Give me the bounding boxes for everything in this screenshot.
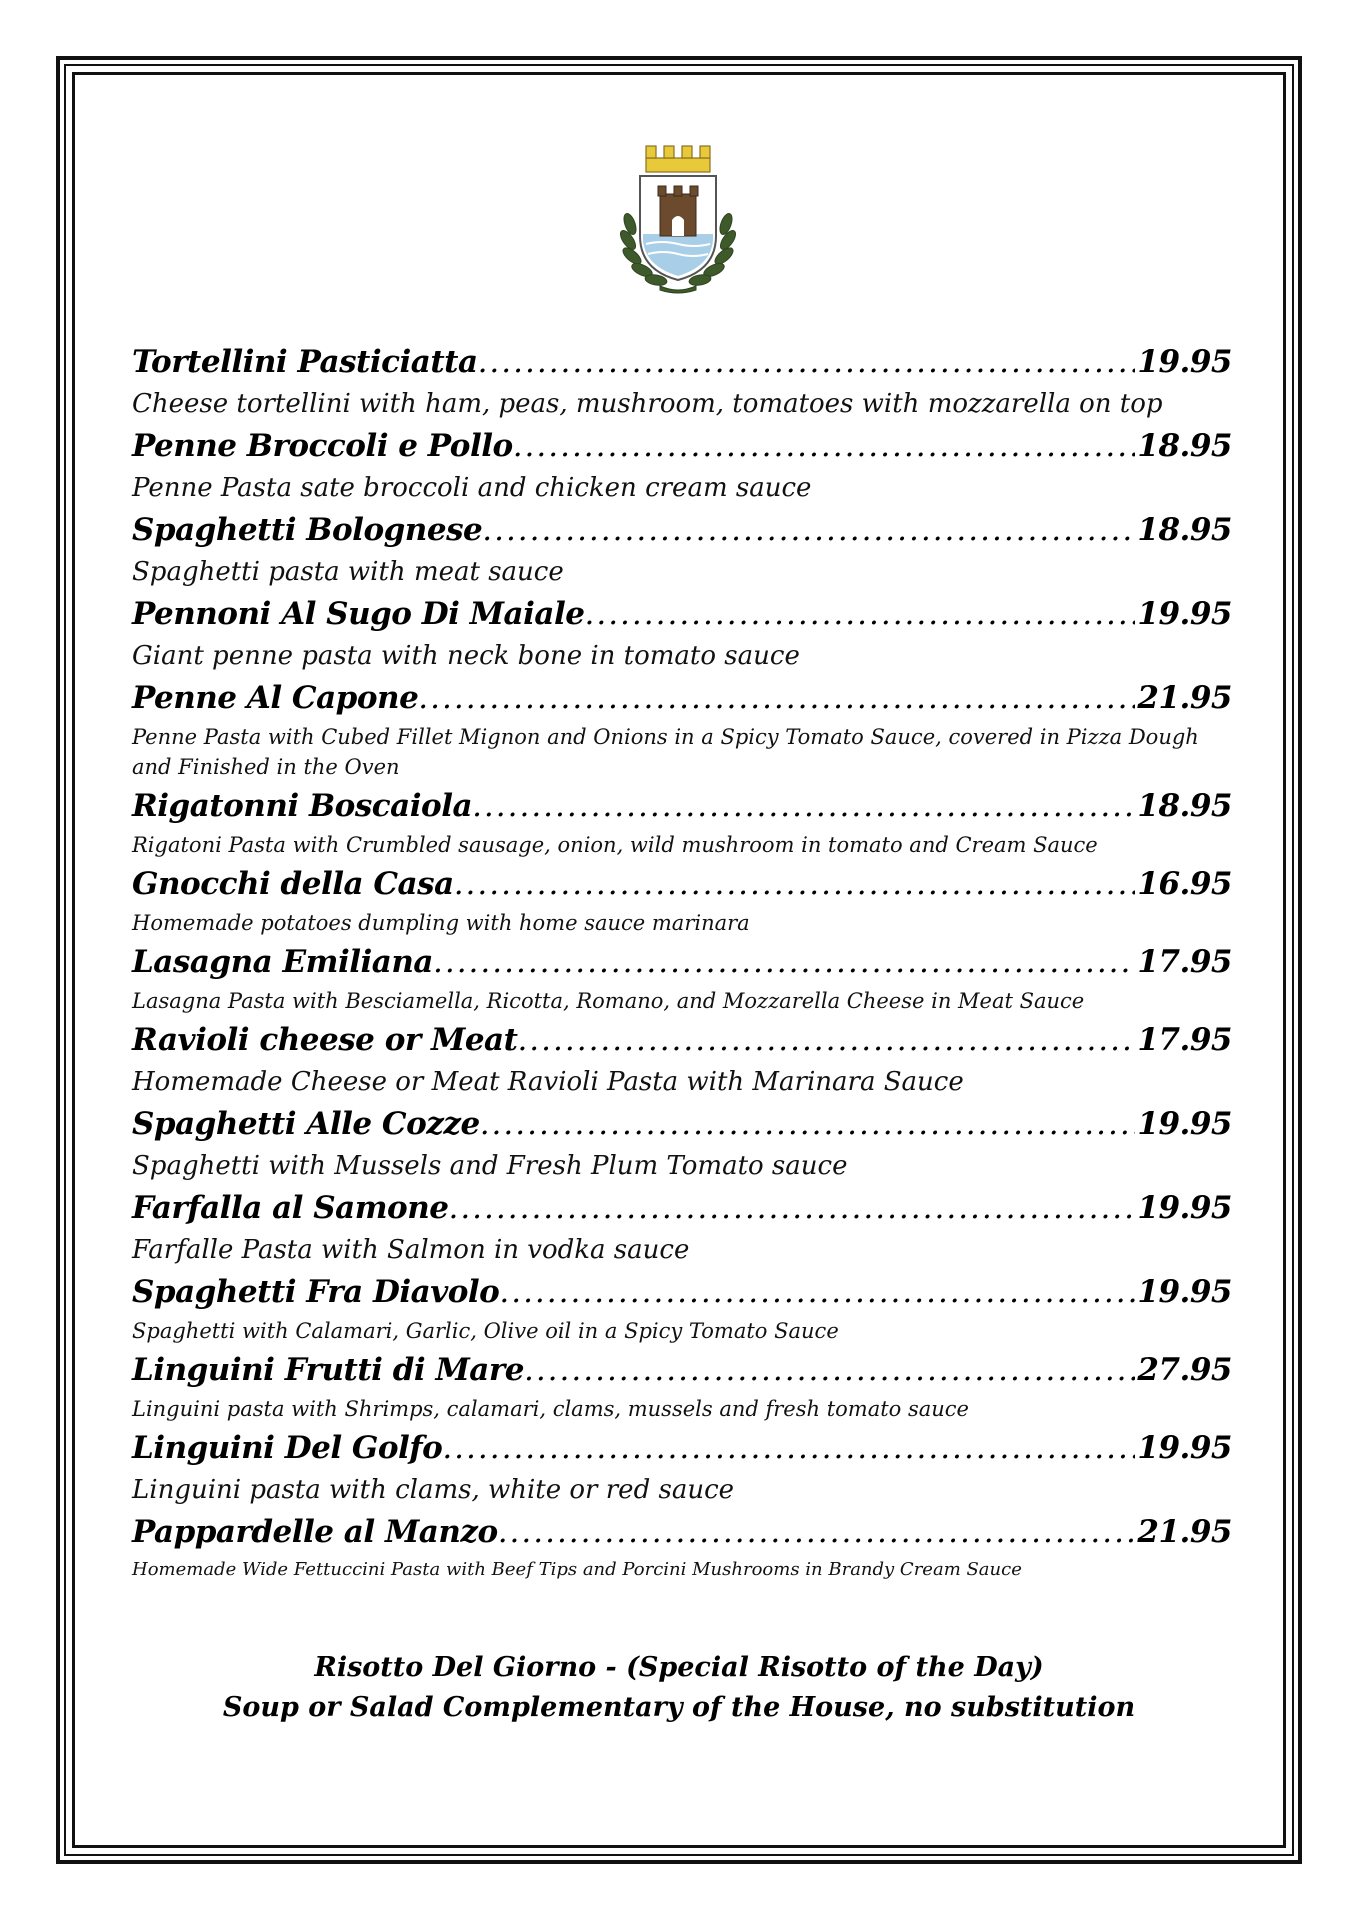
menu-item [132, 422, 1232, 506]
item-description: Spaghetti with Mussels and Fresh Plum Tomato sauce [132, 1151, 848, 1181]
item-description: Giant penne pasta with neck bone in tomato sauce [132, 641, 800, 671]
item-price: 19.95 [1137, 1274, 1232, 1310]
item-price: 19.95 [1137, 1430, 1232, 1466]
menu-item [132, 1346, 1232, 1424]
item-description: Penne Pasta sate broccoli and chicken cream sauce [132, 473, 812, 503]
item-price: 18.95 [1137, 428, 1232, 464]
item-price: 19.95 [1137, 596, 1232, 632]
item-name: Linguini Del Golfo [132, 1430, 443, 1466]
menu-item [132, 1016, 1232, 1100]
leader-dots [499, 1268, 1135, 1316]
item-description: Homemade Cheese or Meat Ravioli Pasta with Marinara Sauce [132, 1067, 964, 1097]
menu-item [132, 1424, 1232, 1508]
item-description: Spaghetti pasta with meat sauce [132, 557, 564, 587]
item-name: Penne Broccoli e Pollo [132, 428, 513, 464]
leader-dots [472, 782, 1135, 830]
item-name: Tortellini Pasticiatta [132, 344, 478, 380]
leader-dots [418, 674, 1135, 722]
item-price: 21.95 [1137, 1514, 1232, 1550]
item-name: Ravioli cheese or Meat [132, 1022, 518, 1058]
leader-dots [584, 590, 1135, 638]
leader-dots [454, 860, 1136, 908]
item-price: 19.95 [1137, 1106, 1232, 1142]
risotto-note: Risotto Del Giorno - (Special Risotto of the Day) [314, 1652, 1044, 1683]
item-description: Cheese tortellini with ham, peas, mushroom, tomatoes with mozzarella on top [132, 389, 1163, 419]
item-name: Gnocchi della Casa [132, 866, 454, 902]
leader-dots [498, 1508, 1136, 1556]
item-price: 17.95 [1137, 1022, 1232, 1058]
leader-dots [442, 1424, 1135, 1472]
leader-dots [448, 1184, 1135, 1232]
item-price: 16.95 [1137, 866, 1232, 902]
menu-item [132, 782, 1232, 860]
item-description: Penne Pasta with Cubed Fillet Mignon and Onions in a Spicy Tomato Sauce, covered in Pizza Dough and Finished in the Oven [132, 725, 1199, 779]
coat-of-arms-icon [616, 136, 740, 296]
item-description: Lasagna Pasta with Besciamella, Ricotta, Romano, and Mozzarella Cheese in Meat Sauce [132, 989, 1085, 1013]
item-name: Penne Al Capone [132, 680, 419, 716]
menu-item [132, 860, 1232, 938]
item-description: Farfalle Pasta with Salmon in vodka sauce [132, 1235, 690, 1265]
item-name: Spaghetti Bolognese [132, 512, 483, 548]
leader-dots [482, 506, 1135, 554]
pasta-menu-list [132, 338, 1232, 1584]
item-description: Rigatoni Pasta with Crumbled sausage, onion, wild mushroom in tomato and Cream Sauce [132, 833, 1098, 857]
item-name: Pappardelle al Manzo [132, 1514, 498, 1550]
menu-item [132, 1100, 1232, 1184]
soup-salad-note: Soup or Salad Complementary of the House, no substitution [222, 1692, 1136, 1723]
item-name: Rigatonni Boscaiola [132, 788, 473, 824]
leader-dots [513, 422, 1136, 470]
item-name: Pennoni Al Sugo Di Maiale [132, 596, 585, 632]
item-price: 18.95 [1137, 512, 1232, 548]
menu-footer [100, 1648, 1258, 1728]
item-name: Spaghetti Alle Cozze [132, 1106, 480, 1142]
menu-item [132, 338, 1232, 422]
menu-item [132, 1268, 1232, 1346]
menu-item [132, 674, 1232, 782]
leader-dots [433, 938, 1135, 986]
item-name: Spaghetti Fra Diavolo [132, 1274, 500, 1310]
item-price: 18.95 [1137, 788, 1232, 824]
leader-dots [524, 1346, 1135, 1394]
menu-item [132, 938, 1232, 1016]
item-description: Linguini pasta with clams, white or red sauce [132, 1475, 735, 1505]
menu-item [132, 506, 1232, 590]
item-price: 19.95 [1137, 344, 1232, 380]
item-price: 21.95 [1137, 680, 1232, 716]
leader-dots [478, 338, 1136, 386]
leader-dots [480, 1100, 1136, 1148]
item-name: Lasagna Emiliana [132, 944, 433, 980]
leader-dots [517, 1016, 1135, 1064]
menu-item [132, 1184, 1232, 1268]
menu-item [132, 1508, 1232, 1584]
item-price: 17.95 [1137, 944, 1232, 980]
item-price: 27.95 [1137, 1352, 1232, 1388]
item-description: Homemade Wide Fettuccini Pasta with Beef Tips and Porcini Mushrooms in Brandy Cream Sauce [132, 1559, 1022, 1580]
item-description: Spaghetti with Calamari, Garlic, Olive oil in a Spicy Tomato Sauce [132, 1319, 839, 1343]
item-description: Linguini pasta with Shrimps, calamari, clams, mussels and fresh tomato sauce [132, 1397, 969, 1421]
item-name: Farfalla al Samone [132, 1190, 449, 1226]
item-name: Linguini Frutti di Mare [132, 1352, 524, 1388]
item-price: 19.95 [1137, 1190, 1232, 1226]
item-description: Homemade potatoes dumpling with home sauce marinara [132, 911, 750, 935]
menu-item [132, 590, 1232, 674]
